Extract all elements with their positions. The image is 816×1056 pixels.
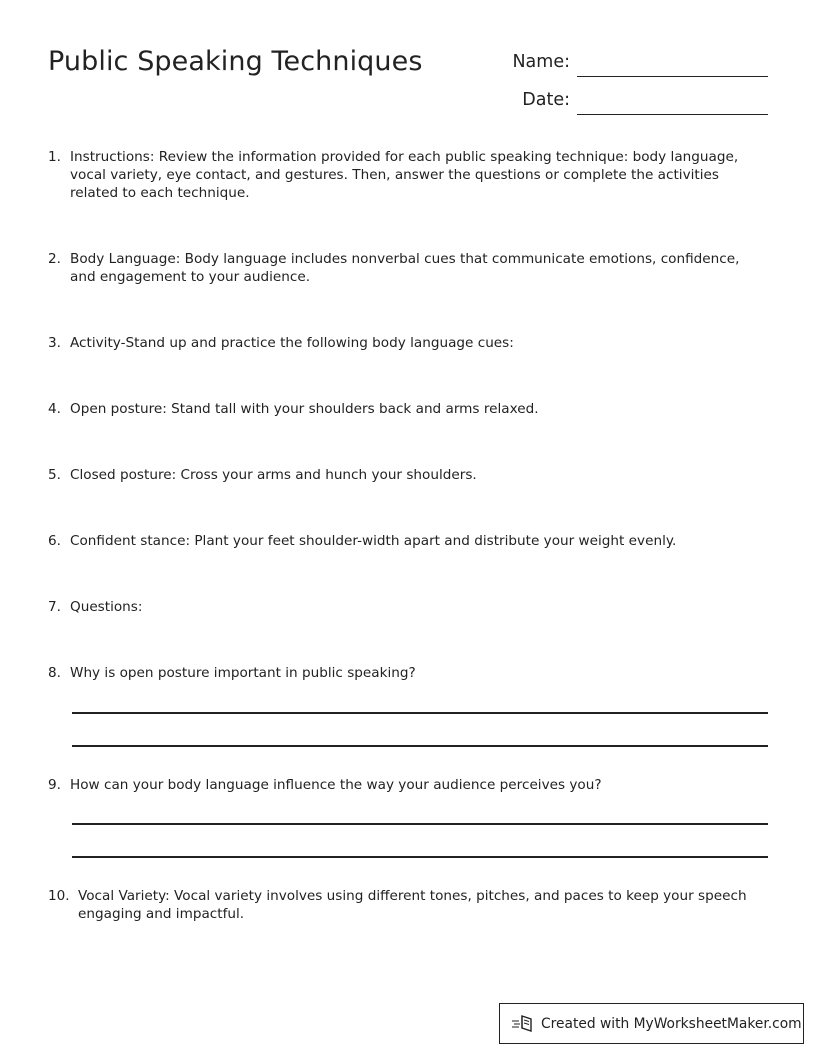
footer-badge[interactable] [499, 1003, 804, 1044]
list-item [48, 598, 768, 616]
item-number: 2. [48, 251, 61, 267]
list-item [48, 776, 768, 794]
item-number: 8. [48, 665, 61, 681]
item-text: Instructions: Review the information provided for each public speaking technique: body language, vocal variety, eye contact, and gestures. Then, answer the questions or complete the activities related to each technique. [70, 149, 739, 201]
answer-line[interactable] [72, 745, 768, 747]
item-number: 3. [48, 335, 61, 351]
list-item [48, 400, 768, 418]
answer-line[interactable] [72, 712, 768, 714]
answer-line[interactable] [72, 856, 768, 858]
item-number: 10. [48, 888, 70, 904]
list-item [48, 250, 768, 286]
list-item [48, 334, 768, 352]
item-text: Closed posture: Cross your arms and hunch your shoulders. [70, 467, 477, 483]
date-label: Date: [522, 90, 570, 110]
list-item [48, 532, 768, 550]
item-text: Confident stance: Plant your feet shoulder-width apart and distribute your weight evenly. [70, 533, 677, 549]
item-number: 1. [48, 149, 61, 165]
worksheet-title: Public Speaking Techniques [48, 46, 423, 77]
item-number: 5. [48, 467, 61, 483]
item-text: Why is open posture important in public speaking? [70, 665, 416, 681]
item-number: 7. [48, 599, 61, 615]
item-text: How can your body language influence the way your audience perceives you? [70, 777, 602, 793]
item-number: 9. [48, 777, 61, 793]
name-field[interactable] [577, 76, 768, 77]
list-item [48, 887, 768, 923]
list-item [48, 466, 768, 484]
date-field[interactable] [577, 114, 768, 115]
item-text: Open posture: Stand tall with your shoulders back and arms relaxed. [70, 401, 539, 417]
name-label: Name: [512, 52, 570, 72]
item-text: Activity-Stand up and practice the following body language cues: [70, 335, 514, 351]
item-number: 4. [48, 401, 61, 417]
item-number: 6. [48, 533, 61, 549]
list-item [48, 664, 768, 682]
item-text: Body Language: Body language includes nonverbal cues that communicate emotions, confidence, and engagement to your audience. [70, 251, 740, 285]
worksheet-maker-logo-icon [511, 1015, 533, 1033]
footer-credit-text: Created with MyWorksheetMaker.com [541, 1016, 802, 1032]
item-text: Questions: [70, 599, 143, 615]
list-item [48, 148, 768, 202]
item-text: Vocal Variety: Vocal variety involves using different tones, pitches, and paces to keep your speech engaging and impactful. [78, 888, 747, 922]
answer-line[interactable] [72, 823, 768, 825]
